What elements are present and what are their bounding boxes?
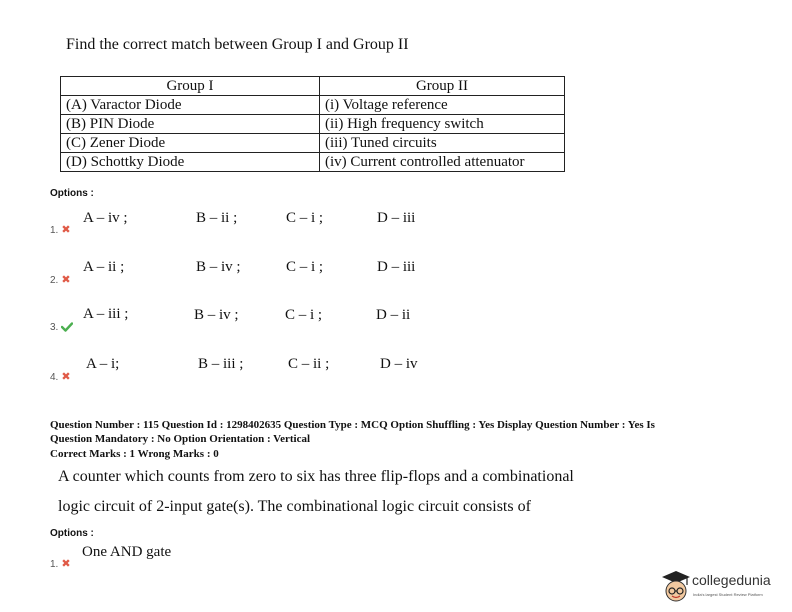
question-title: Find the correct match between Group I and Group II [66,36,409,53]
option-1-b: B – ii ; [196,210,238,226]
option-4-number [50,370,71,383]
header-group-1: Group I [61,77,320,96]
check-icon [61,322,73,335]
table-cell: (D) Schottky Diode [61,153,320,172]
option-4-b: B – iii ; [198,356,244,372]
option-2-number [50,273,71,286]
table-cell: (i) Voltage reference [320,96,565,115]
option-number: 1. [50,559,59,570]
option-3-a: A – iii ; [83,306,129,322]
option-3-b: B – iv ; [194,307,239,323]
option-2-b: B – iv ; [196,259,241,275]
table-row [61,96,565,115]
brand-name [692,572,771,588]
q2-option-1-number [50,557,71,570]
table-cell: (iv) Current controlled attenuator [320,153,565,172]
table-cell: (iii) Tuned circuits [320,134,565,153]
option-1-d: D – iii [377,210,416,226]
option-number: 2. [50,275,59,286]
option-2-d: D – iii [377,259,416,275]
question-meta-line-3: Correct Marks : 1 Wrong Marks : 0 [50,448,219,460]
option-3-d: D – ii [376,307,411,323]
table-cell: (ii) High frequency switch [320,115,565,134]
question-2-text-line-2: logic circuit of 2-input gate(s). The combinational logic circuit consists of [58,498,531,515]
option-3-number [50,322,73,335]
wrong-icon: ✖ [61,274,71,286]
wrong-icon: ✖ [61,371,71,383]
brand-name-main: collegedunia [692,572,771,588]
option-4-c: C – ii ; [288,356,330,372]
option-1-c: C – i ; [286,210,324,226]
option-3-c: C – i ; [285,307,323,323]
table-row [61,115,565,134]
option-number: 1. [50,225,59,236]
table-header-row [61,77,565,96]
wrong-icon: ✖ [61,558,71,570]
table-row [61,153,565,172]
option-1-number [50,223,71,236]
option-2-c: C – i ; [286,259,324,275]
brand-tagline: India's largest Student Review Platform [693,592,763,597]
question-meta-line-2: Question Mandatory : No Option Orientation : Vertical [50,433,311,445]
table-row [61,134,565,153]
table-cell: (A) Varactor Diode [61,96,320,115]
wrong-icon: ✖ [61,224,71,236]
options-label: Options : [50,528,94,539]
table-cell: (B) PIN Diode [61,115,320,134]
option-4-d: D – iv [380,356,418,372]
question-2-text-line-1: A counter which counts from zero to six has three flip-flops and a combinational [58,468,574,485]
question-meta-line-1: Question Number : 115 Question Id : 1298402635 Question Type : MCQ Option Shuffling : Yes Display Question Number : Yes Is [50,419,655,431]
option-number: 3. [50,322,59,333]
table-cell: (C) Zener Diode [61,134,320,153]
option-1-a: A – iv ; [83,210,128,226]
header-group-2: Group II [320,77,565,96]
logo-icon [660,568,692,611]
option-2-a: A – ii ; [83,259,125,275]
option-4-a: A – i; [86,356,120,372]
options-label: Options : [50,188,94,199]
option-number: 4. [50,372,59,383]
q2-option-1-text: One AND gate [82,544,172,560]
match-table [60,76,565,172]
